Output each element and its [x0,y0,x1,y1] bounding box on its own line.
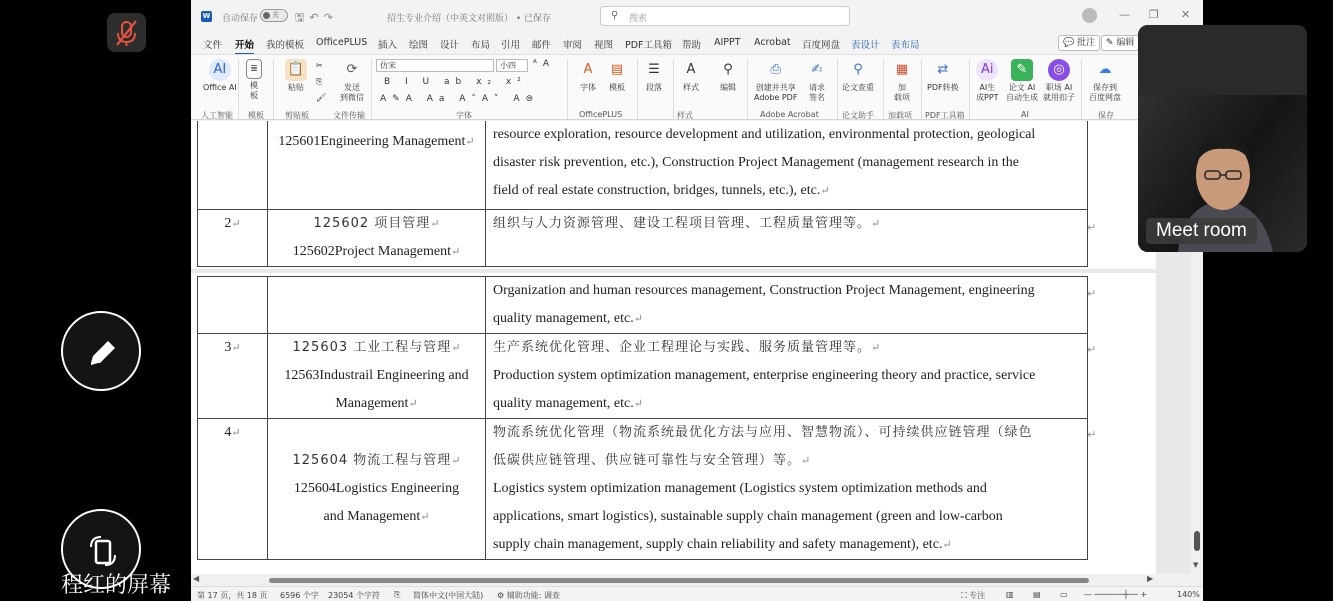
editing-button[interactable]: ⚲ 编辑 [717,59,739,93]
tab-insert[interactable]: 插入 [378,40,398,51]
page-18-top [191,273,1156,574]
language-indicator[interactable]: 简体中文(中国大陆) [413,591,484,600]
description-line: Production system optimization management, enterprise engineering theory and practice, service [493,368,1036,383]
table-row [198,121,1088,210]
baidu-netdisk-icon: ☁ [1098,62,1112,77]
office-ai-button[interactable]: AI Office AI [203,59,237,93]
autosave-label: 自动保存 [222,14,259,24]
focus-mode-button[interactable]: ⛶ 专注 [961,591,986,600]
tab-design[interactable]: 设计 [440,40,460,51]
office-ai-icon: AI [209,59,231,81]
tab-officeplus[interactable]: OfficePLUS [316,37,368,48]
document-area[interactable] [191,121,1191,574]
mic-off-icon [107,13,146,52]
text-effects-highlight-color[interactable]: A✎A Aa A˄A˅ A⊜ [380,94,540,104]
print-layout-icon[interactable]: ▤ [1033,590,1041,599]
pdf-convert-button[interactable]: ⇄ PDF转换 [927,59,959,93]
table-cell[interactable]: 3↵ [198,334,268,419]
format-painter-icon[interactable]: 🖌 [316,93,327,102]
tab-help[interactable]: 帮助 [682,40,702,51]
description-zh: 组织与人力资源管理、建设工程项目管理、工程质量管理等。 [493,216,872,231]
horizontal-scrollbar[interactable] [191,574,1203,586]
status-bar [191,586,1203,601]
paragraph-button[interactable]: ☰ 段落 [643,59,665,93]
bold-italic-underline-buttons[interactable]: B I U ab x₂ x² [384,77,527,87]
group-label-ai: 人工智能 [201,111,233,120]
font-icon: A [583,62,593,77]
table-cell[interactable] [198,121,268,210]
read-mode-icon[interactable]: ▥ [1006,590,1014,599]
description-line: quality management, etc. [493,311,634,326]
program-code-en: 125604Logistics Engineering [293,481,460,496]
wechat-transfer-icon: ⟳ [346,62,358,77]
table-cell[interactable]: 125602 项目管理↵ 125602Project Management↵ [268,210,486,267]
tab-references[interactable]: 引用 [501,40,521,51]
table-cell[interactable] [268,277,486,334]
ribbon [191,54,1203,120]
request-signature-button[interactable]: ✍ 请求 签名 [806,59,828,103]
group-label-ai-tools: AI [1021,110,1029,119]
tab-home[interactable]: 开始 [235,37,254,51]
web-layout-icon[interactable]: ▭ [1060,590,1068,599]
group-label-clipboard: 剪贴板 [285,111,309,120]
group-label-templates: 模板 [248,111,264,120]
restore-icon[interactable]: ❐ [1149,8,1159,21]
rotate-device-icon [85,533,121,569]
row-number: 4 [224,425,232,440]
addins-button[interactable]: ▦ 加 载项 [891,59,913,103]
table-row [198,210,1088,267]
tab-table-design[interactable]: 表设计 [851,40,880,51]
ribbon-tabs [191,32,1203,54]
ai-ppt-button[interactable]: Ai AI生 成PPT [976,59,999,103]
table-page-18 [197,276,1088,560]
program-code-zh: 125604 物流工程与管理 [292,453,452,468]
ai-ppt-icon: Ai [976,59,998,81]
font-grow-shrink[interactable]: ᴬA [533,59,556,69]
styles-button[interactable]: A 样式 [680,59,702,93]
send-to-wechat-button[interactable]: ⟳ 发送 到微信 [340,59,364,103]
program-code-en: Management [335,396,409,411]
document-title: 招生专业介绍（中英文对照版） • 已保存 [387,14,552,24]
group-label-paper: 论文助手 [842,111,874,120]
hscroll-thumb[interactable] [269,578,1089,583]
program-code-zh: 125602 项目管理 [313,216,431,231]
addins-icon: ▦ [895,62,909,77]
quick-access-toolbar[interactable]: 🖫↶↷ [295,11,338,24]
description-line: applications, smart logistics), sustainable supply chain management (green and low-carbon [493,509,1003,524]
career-ai-icon: ◎ [1048,59,1070,81]
accessibility-status[interactable]: ⚙ 辅助功能: 调查 [497,591,560,600]
program-code-en: 125601Engineering Management [278,134,466,149]
user-avatar[interactable] [1082,8,1097,23]
annotate-button[interactable] [61,311,141,391]
paper-ai-icon: ✎ [1011,59,1033,81]
group-label-font: 字体 [456,111,472,120]
tab-my-templates[interactable]: 我的模板 [266,40,305,51]
font-button[interactable]: A 字体 [577,59,599,93]
description-line: disaster risk prevention, etc.), Construction Project Management (management research in the [493,155,1019,170]
zoom-level[interactable]: 140% [1177,590,1200,599]
table-cell[interactable]: 125604 物流工程与管理↵ 125604Logistics Engineering and Management↵ [268,419,486,560]
tab-view[interactable]: 视图 [594,40,614,51]
scroll-thumb[interactable] [1194,531,1200,551]
program-code-zh: 125603 工业工程与管理 [292,340,452,355]
find-icon: ⚲ [723,62,733,77]
font-name-select[interactable]: 仿宋 [376,59,494,72]
table-row [198,334,1088,419]
clipboard-icon: 📋 [285,59,307,81]
save-to-baidu-button[interactable]: ☁ 保存到 百度网盘 [1089,59,1121,103]
page-indicator[interactable]: 第 17 页，共 18 页 [197,591,268,600]
table-cell[interactable]: 125603 工业工程与管理↵ 12563Industrail Engineering and Management↵ [268,334,486,419]
cut-icon[interactable]: ✂ [316,61,323,70]
end-of-row-mark: ↵ [1087,428,1097,441]
description-line: Logistics system optimization management (Logistics system optimization methods and [493,481,987,496]
tab-baidu-netdisk[interactable]: 百度网盘 [802,40,841,51]
career-ai-button[interactable]: ◎ 职场 AI 就用扣子 [1043,59,1075,103]
scroll-left-icon[interactable]: ◀ [193,574,200,583]
word-app-icon: W [202,12,211,20]
copy-icon[interactable]: ⎘ [316,77,323,86]
proofing-icon[interactable]: ⎘ [394,590,401,599]
styles-icon: A [686,62,696,77]
pencil-icon [85,335,121,371]
search-box[interactable] [600,6,850,26]
description-zh: 低碳供应链管理、供应链可靠性与安全管理）等。 [493,453,802,468]
description-line: field of real estate construction, bridges, tunnels, etc.), etc.↵ [493,183,830,198]
table-cell[interactable]: 125601Engineering Management↵ [268,121,486,210]
char-count[interactable]: 23054 个字符 [328,591,380,600]
scroll-down-icon[interactable]: ▼ [1193,561,1199,569]
paper-check-icon: ⚲ [853,62,863,77]
participant-name-label: Meet room [1146,218,1257,244]
group-label-save: 保存 [1098,111,1114,120]
end-of-row-mark: ↵ [1087,287,1097,300]
template-button[interactable]: ≣ 模 板 [246,59,262,101]
font-size-select[interactable]: 小四 [496,59,528,72]
tab-acrobat[interactable]: Acrobat [754,37,791,48]
table-cell[interactable]: 4↵ [198,419,268,560]
search-icon: ⚲ [611,10,619,21]
table-cell[interactable]: 组织与人力资源管理、建设工程项目管理、工程质量管理等。↵ [486,210,1088,267]
group-label-addins: 加载项 [888,111,912,120]
tab-file[interactable]: 文件 [203,40,223,51]
paper-check-button[interactable]: ⚲ 论文查重 [842,59,874,93]
template-gallery-icon: ▤ [610,62,624,77]
word-count[interactable]: 6596 个字 [280,591,319,600]
table-cell[interactable]: 生产系统优化管理、企业工程理论与实践、服务质量管理等。↵ Production system optimization management, enterprise engineering theory and practice, service quality management, etc.↵ [486,334,1088,419]
tab-table-layout[interactable]: 表布局 [891,40,920,51]
group-label-styles: 样式 [677,111,693,120]
table-cell[interactable]: 物流系统优化管理（物流系统最优化方法与应用、智慧物流）、可持续供应链管理（绿色 低碳供应链管理、供应链可靠性与安全管理）等。↵ Logistics system optimization management (Logistics system optimization methods and applications, smart logistics), sustainable supply chain management (green and low-carbon supply chain management, supply chain reliability and safety management), etc.↵ [486,419,1088,560]
screen-share-label: 程红的屏幕 [61,573,172,598]
pdf-convert-icon: ⇄ [937,62,949,77]
tab-pdf-toolbox[interactable]: PDF工具箱 [625,40,673,51]
tab-mailings[interactable]: 邮件 [532,40,552,51]
table-cell[interactable]: 2↵ [198,210,268,267]
tab-review[interactable]: 审阅 [563,40,583,51]
tab-layout[interactable]: 布局 [471,40,491,51]
participant-video-tile[interactable] [1138,25,1307,252]
paste-button[interactable]: 📋 粘贴 [285,59,307,93]
description-zh: 生产系统优化管理、企业工程理论与实践、服务质量管理等。 [493,340,872,355]
table-row [198,277,1088,334]
table-cell[interactable] [198,277,268,334]
description-line: quality management, etc. [493,396,634,411]
program-code-en: 12563Industrail Engineering and [284,368,469,383]
group-label-adobe: Adobe Acrobat [760,110,819,119]
autosave-toggle[interactable]: 关 [260,9,288,22]
minimize-icon[interactable]: — [1119,8,1130,21]
comments-button[interactable]: 💬 批注 [1058,35,1100,51]
table-page-17 [197,121,1088,267]
table-cell[interactable]: Organization and human resources management, Construction Project Management, engineering quality management, etc.↵ [486,277,1088,334]
template-icon: ≣ [246,59,262,79]
title-bar [191,0,1203,32]
end-of-row-mark: ↵ [1087,343,1097,356]
group-label-officeplus: OfficePLUS [579,110,623,119]
table-row [198,419,1088,560]
description-line: supply chain management, supply chain reliability and safety management), etc. [493,537,943,552]
group-label-file-transfer: 文件传输 [333,111,365,120]
scroll-right-icon[interactable]: ▶ [1147,574,1154,583]
paragraph-icon: ☰ [648,62,660,77]
word-window [191,0,1203,601]
editing-mode-button[interactable]: ✎ 编辑 [1101,35,1139,51]
zoom-slider[interactable]: — ──────┼── + [1084,590,1148,599]
paper-ai-button[interactable]: ✎ 论文 AI 自动生成 [1006,59,1038,103]
signature-icon: ✍ [811,62,823,77]
tab-aippt[interactable]: AIPPT [714,37,741,48]
description-line: resource exploration, resource development and utilization, environmental protection, geological [493,127,1036,142]
program-code-en: and Management [323,509,421,524]
mic-muted-button[interactable] [107,13,146,52]
row-number: 3 [224,340,232,355]
description-line: Organization and human resources management, Construction Project Management, engineering [493,283,1035,298]
table-cell[interactable] [486,121,1088,210]
create-share-pdf-button[interactable]: ⎙ 创建并共享 Adobe PDF [754,59,797,103]
close-icon[interactable]: ✕ [1181,8,1191,21]
row-number: 2 [224,216,232,231]
description-zh: 物流系统优化管理（物流系统最优化方法与应用、智慧物流）、可持续供应链管理（绿色 [493,425,1033,440]
group-label-pdf-tools: PDF工具箱 [925,111,965,120]
search-placeholder: 搜索 [629,14,648,24]
program-code-en: 125602Project Management [292,244,452,259]
tab-draw[interactable]: 绘图 [409,40,429,51]
end-of-row-mark: ↵ [1087,221,1097,234]
pdf-share-icon: ⎙ [770,62,781,77]
officeplus-template-button[interactable]: ▤ 模板 [606,59,628,93]
page-17-bottom [191,121,1156,269]
